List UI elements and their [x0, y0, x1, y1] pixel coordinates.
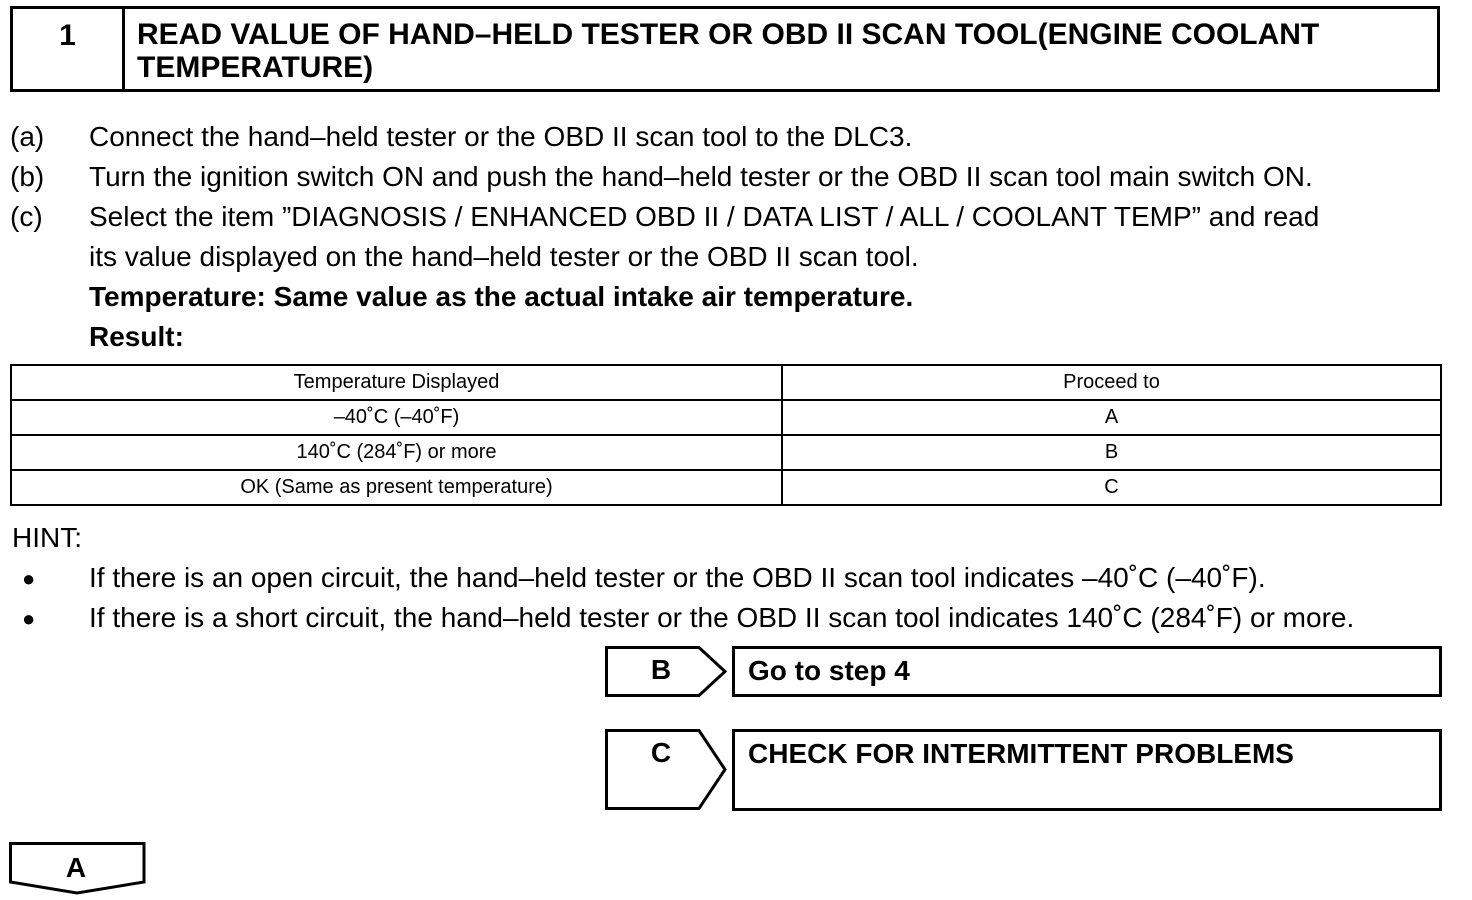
instruction-label-a: (a): [10, 121, 45, 152]
bullet-icon: ●: [22, 606, 36, 631]
table-cell-proceed: C: [782, 470, 1441, 505]
decision-letter-b: B: [650, 654, 672, 685]
table-header-proceed: Proceed to: [782, 365, 1441, 400]
decision-box-b: [732, 646, 1442, 697]
table-cell-proceed: A: [782, 400, 1441, 435]
table-header-temperature: Temperature Displayed: [11, 365, 782, 400]
result-table: [10, 364, 1442, 506]
hint-bullet-open-circuit: If there is an open circuit, the hand–held tester or the OBD II scan tool indicates –40˚C (–40˚F).: [89, 562, 1266, 593]
decision-letter-c: C: [650, 737, 672, 768]
instruction-text-c-cont: its value displayed on the hand–held tester or the OBD II scan tool.: [89, 241, 919, 272]
decision-letter-a: A: [65, 852, 87, 883]
decision-box-c: [732, 729, 1442, 811]
table-cell-temperature: –40˚C (–40˚F): [11, 400, 782, 435]
step-title: READ VALUE OF HAND–HELD TESTER OR OBD II SCAN TOOL(ENGINE COOLANT TEMPERATURE): [137, 18, 1320, 84]
result-label: Result:: [89, 321, 184, 352]
instruction-label-c: (c): [10, 201, 43, 232]
step-number: 1: [13, 9, 125, 89]
hint-label: HINT:: [12, 522, 82, 553]
hint-bullet-short-circuit: If there is a short circuit, the hand–held tester or the OBD II scan tool indicates 140˚C (284˚F) or more.: [89, 602, 1355, 633]
table-header-row: [11, 365, 1441, 400]
table-row: [11, 435, 1441, 470]
table-cell-temperature: 140˚C (284˚F) or more: [11, 435, 782, 470]
decision-action-c: CHECK FOR INTERMITTENT PROBLEMS: [748, 738, 1294, 769]
spec-text: Temperature: Same value as the actual intake air temperature.: [89, 281, 914, 312]
decision-action-b: Go to step 4: [748, 655, 910, 686]
instruction-label-b: (b): [10, 161, 45, 192]
instruction-text-c: Select the item ”DIAGNOSIS / ENHANCED OBD II / DATA LIST / ALL / COOLANT TEMP” and read: [89, 201, 1320, 232]
instruction-text-b: Turn the ignition switch ON and push the hand–held tester or the OBD II scan tool main switch ON.: [89, 161, 1313, 192]
table-row: [11, 470, 1441, 505]
instruction-text-a: Connect the hand–held tester or the OBD II scan tool to the DLC3.: [89, 121, 913, 152]
bullet-icon: ●: [22, 566, 36, 591]
table-cell-temperature: OK (Same as present temperature): [11, 470, 782, 505]
table-row: [11, 400, 1441, 435]
table-cell-proceed: B: [782, 435, 1441, 470]
step-header: [10, 6, 1440, 92]
